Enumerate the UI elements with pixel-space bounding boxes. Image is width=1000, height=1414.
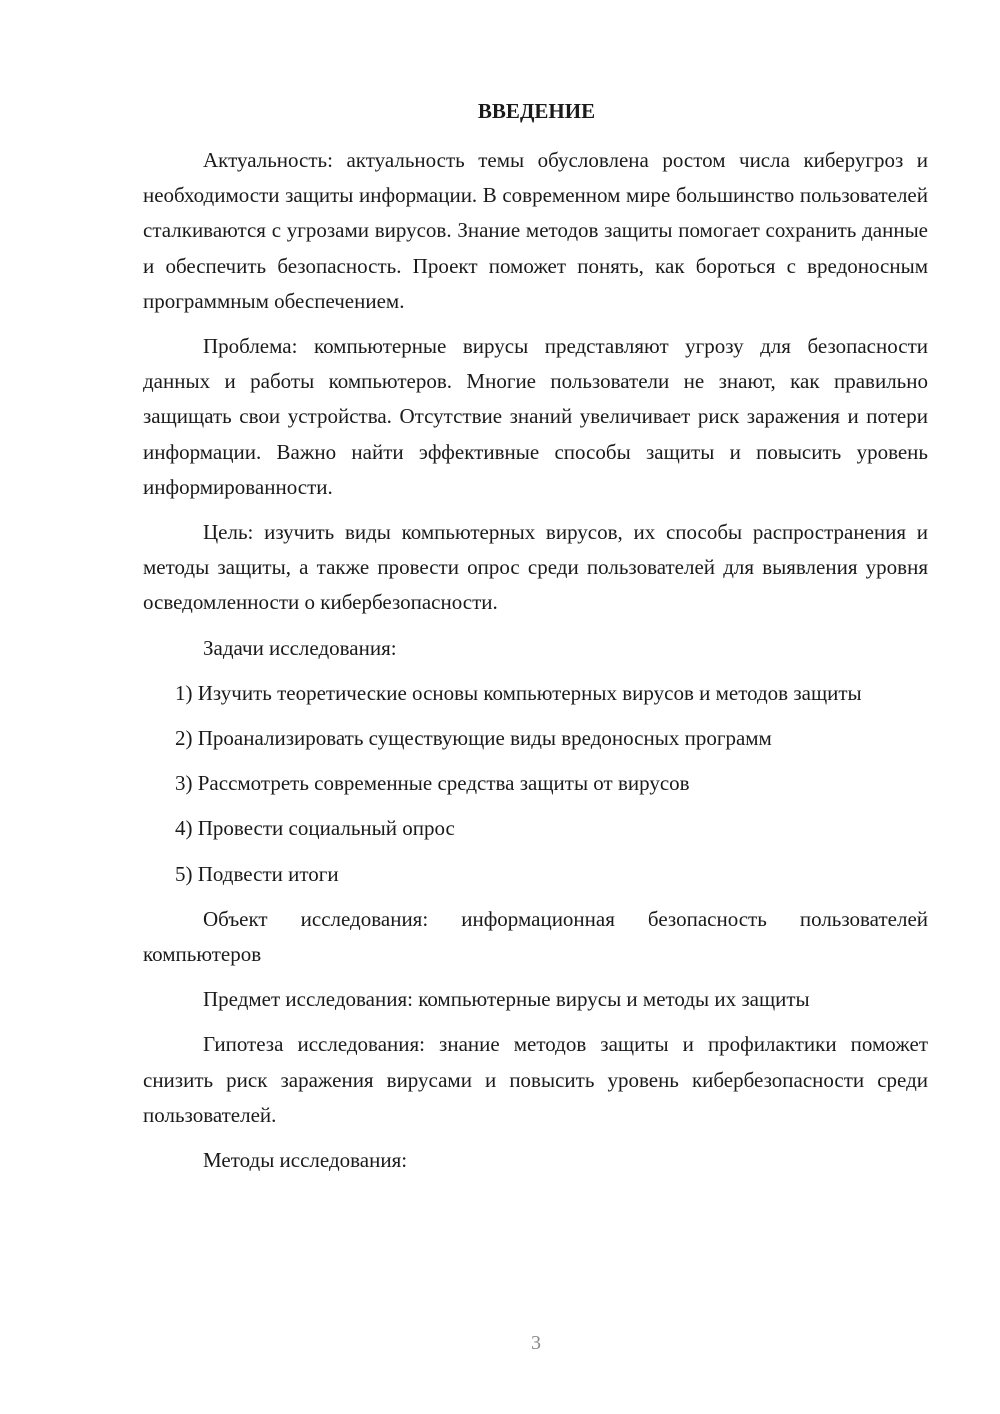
paragraph-problem: Проблема: компьютерные вирусы представляют угрозу для безопасности данных и работы компьютеров. Многие пользователи не знают, как правильно защищать свои устройства. Отсутствие знаний увеличивает риск заражения и потери информации. Важно найти эффективные способы защиты и повысить уровень информированности. [143,334,928,499]
document-page [143,96,928,1188]
page-number: 3 [531,1332,541,1354]
task-item-5: 5) Подвести итоги [175,861,339,886]
tasks-heading: Задачи исследования: [203,635,397,660]
methods-heading: Методы исследования: [203,1148,408,1173]
paragraph-goal: Цель: изучить виды компьютерных вирусов, их способы распространения и методы защиты, а также провести опрос среди пользователей для выявления уровня осведомленности о кибербезопасности. [143,520,928,615]
task-item-4: 4) Провести социальный опрос [175,816,455,841]
paragraph-relevance: Актуальность: актуальность темы обусловлена ростом числа киберугроз и необходимости защиты информации. В современном мире большинство пользователей сталкиваются с угрозами вирусов. Знание методов защиты помогает сохранить данные и обеспечить безопасность. Проект поможет понять, как бороться с вредоносным программным обеспечением. [143,148,928,313]
task-item-2: 2) Проанализировать существующие виды вредоносных программ [175,726,772,751]
task-item-1: 1) Изучить теоретические основы компьютерных вирусов и методов защиты [175,680,862,705]
paragraph-subject: Предмет исследования: компьютерные вирусы и методы их защиты [203,987,810,1012]
section-title: ВВЕДЕНИЕ [477,99,596,123]
paragraph-hypothesis: Гипотеза исследования: знание методов защиты и профилактики поможет снизить риск заражения вирусами и повысить уровень кибербезопасности среди пользователей. [143,1032,928,1127]
task-item-3: 3) Рассмотреть современные средства защиты от вирусов [175,771,690,796]
paragraph-object: Объект исследования: информационная безопасность пользователей компьютеров [143,906,928,967]
